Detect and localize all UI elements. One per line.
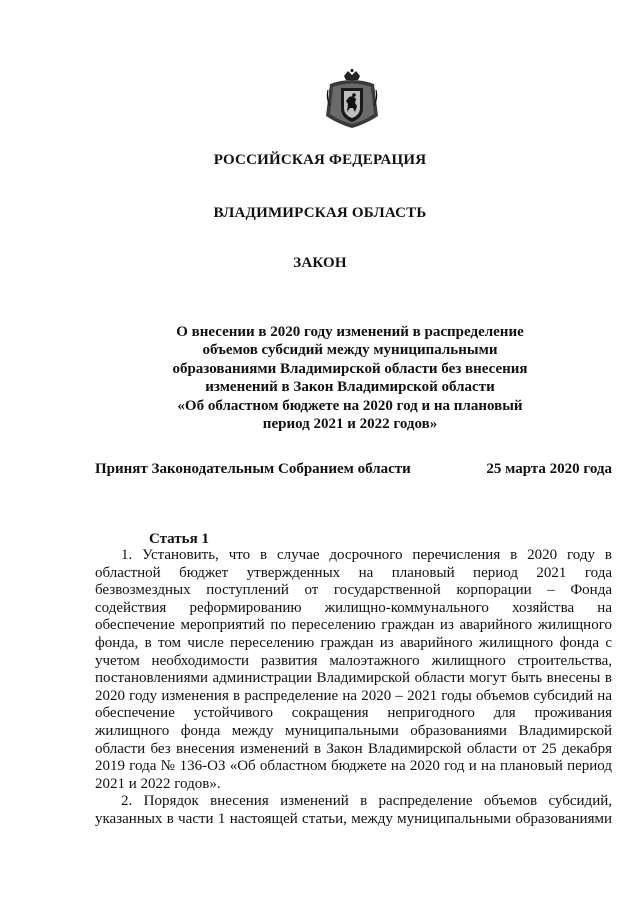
region-heading: ВЛАДИМИРСКАЯ ОБЛАСТЬ (213, 205, 427, 221)
article-heading: Статья 1 (149, 531, 209, 547)
title-line: образованиями Владимирской области без внесения (172, 360, 528, 377)
body-line: областной бюджет утвержденных на плановый период 2021 года (95, 564, 612, 581)
title-line: объемов субсидий между муниципальными (202, 342, 498, 359)
body-line: постановлениями администрации Владимирской области могут быть внесены в (95, 670, 612, 687)
body-line: 2. Порядок внесения изменений в распределение объемов субсидий, (121, 793, 612, 810)
body-line: обеспечение мероприятий по переселению граждан из аварийного жилищного (95, 617, 612, 634)
body-line: 1. Установить, что в случае досрочного перечисления в 2020 году в (121, 547, 612, 563)
law-title (150, 323, 550, 433)
country-heading: РОССИЙСКАЯ ФЕДЕРАЦИЯ (213, 152, 427, 168)
body-line: 2019 года № 136-ОЗ «Об областном бюджете на 2020 год и на плановый период (95, 758, 612, 775)
title-line: изменений в Закон Владимирской области (205, 379, 495, 396)
body-line: указанных в части 1 настоящей статьи, между муниципальными образованиями (95, 810, 612, 827)
title-line: период 2021 и 2022 годов» (262, 416, 438, 433)
body-line: обеспечение устойчивого сокращения непригодного для проживания (95, 705, 612, 722)
adoption-statement: Принят Законодательным Собранием области (95, 461, 411, 477)
body-line: области без внесения изменений в Закон Владимирской области от 25 декабря (95, 740, 612, 757)
title-line: О внесении в 2020 году изменений в распределение (176, 324, 524, 340)
adoption-date: 25 марта 2020 года (486, 461, 612, 477)
title-line: «Об областном бюджете на 2020 год и на плановый (177, 397, 523, 414)
body-line: 2021 и 2022 годов». (95, 775, 221, 792)
body-line: содействия реформированию жилищно-коммунального хозяйства на (95, 599, 612, 616)
body-line: учетом необходимости развития малоэтажного жилищного строительства, (95, 652, 612, 669)
article-body (95, 547, 612, 829)
body-line: 2020 году изменения в распределение на 2020 – 2021 годы объемов субсидий на (95, 687, 612, 704)
coat-of-arms-icon (322, 68, 382, 130)
doc-type-heading: ЗАКОН (293, 255, 347, 271)
body-line: безвозмездных поступлений от государственной корпорации – Фонда (95, 582, 612, 599)
body-line: жилищного фонда между муниципальными образованиями Владимирской (95, 722, 612, 739)
body-line: фонда, в том числе переселению граждан из аварийного жилищного фонда с (95, 634, 612, 651)
